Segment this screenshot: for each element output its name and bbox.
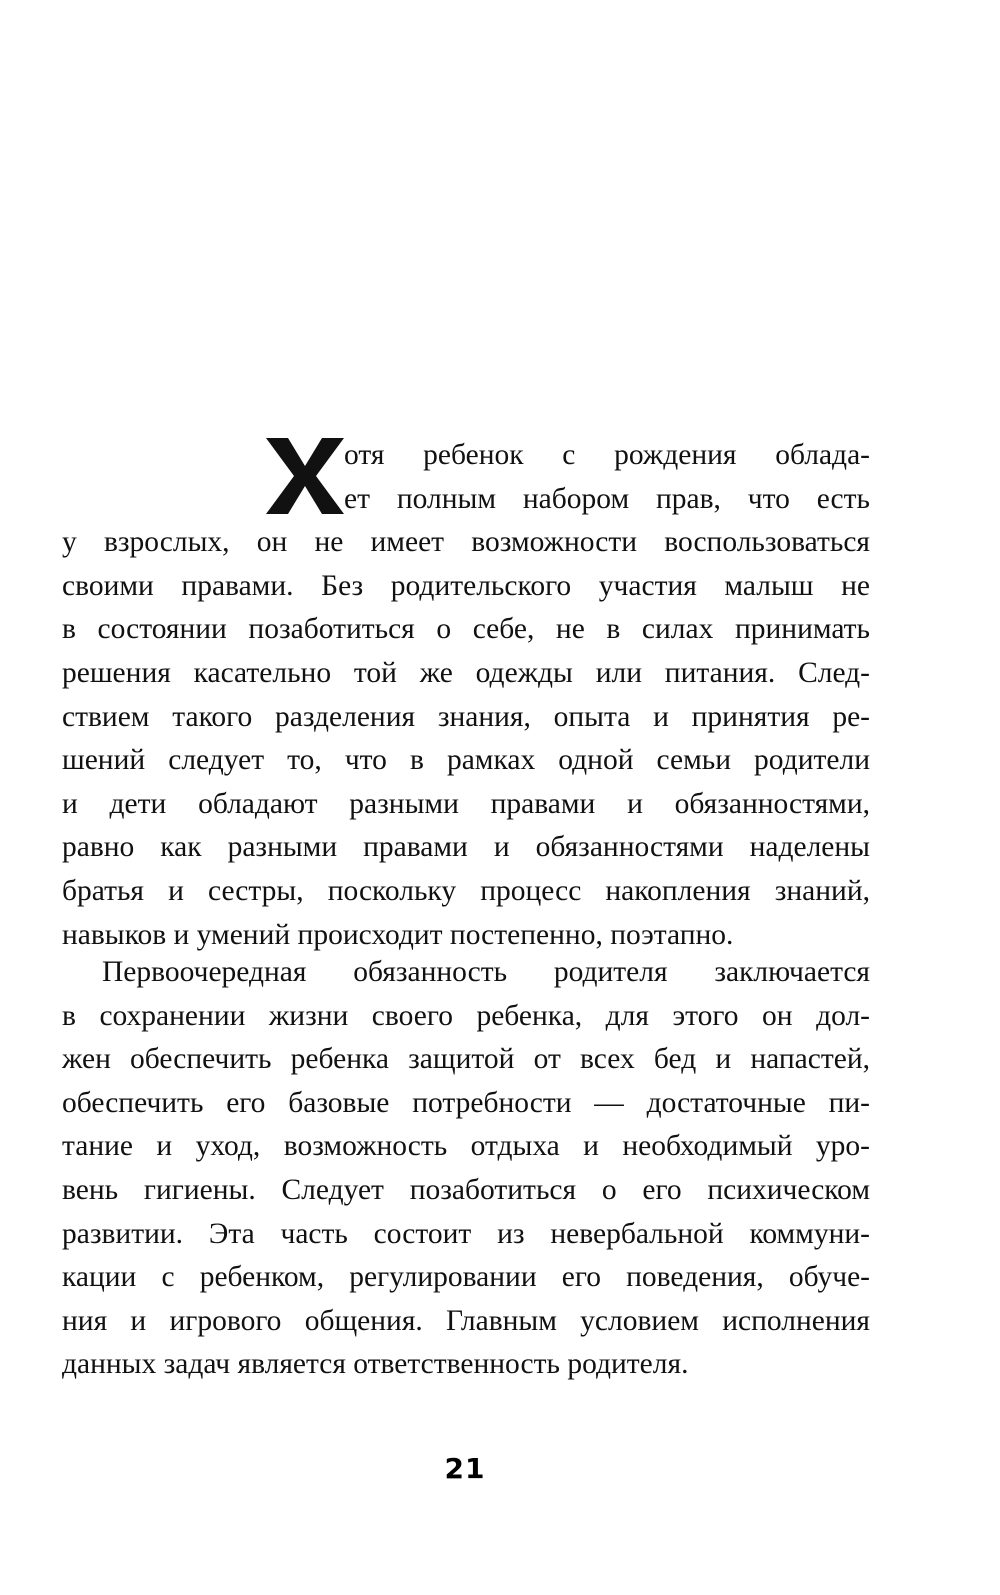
text-line: и дети обладают разными правами и обязанностями,	[62, 787, 870, 820]
text-line: у взрослых, он не имеет возможности воспользоваться	[62, 526, 870, 559]
text-line: данных задач является ответственность родителя.	[62, 1348, 689, 1381]
text-line: развитии. Эта часть состоит из невербальной коммуни-	[62, 1217, 870, 1250]
text-line: вень гигиены. Следует позаботиться о его психическом	[62, 1173, 870, 1206]
text-line: навыков и умений происходит постепенно, поэтапно.	[62, 918, 734, 951]
paragraph-2	[62, 951, 870, 1387]
text-line: своими правами. Без родительского участия малыш не	[62, 569, 870, 602]
text-line: ет полным набором прав, что есть	[344, 482, 870, 515]
text-line: обеспечить его базовые потребности — достаточные пи-	[62, 1086, 870, 1119]
text-line: жен обеспечить ребенка защитой от всех бед и напастей,	[62, 1043, 870, 1076]
text-line: ния и игрового общения. Главным условием исполнения	[62, 1304, 870, 1337]
text-line: решения касательно той же одежды или питания. След-	[62, 656, 870, 689]
text-line: ствием такого разделения знания, опыта и принятия ре-	[62, 700, 870, 733]
page-number: 21	[444, 1452, 486, 1485]
paragraph-1	[62, 434, 870, 957]
text-line: Первоочередная обязанность родителя заключается	[102, 956, 870, 988]
text-line: братья и сестры, поскольку процесс накопления знаний,	[62, 874, 870, 907]
text-line: равно как разными правами и обязанностями наделены	[62, 831, 870, 864]
text-line: в сохранении жизни своего ребенка, для этого он дол-	[62, 999, 870, 1032]
text-line: тание и уход, возможность отдыха и необходимый уро-	[62, 1130, 870, 1163]
text-line: в состоянии позаботиться о себе, не в силах принимать	[62, 613, 870, 646]
text-line: кации с ребенком, регулировании его поведения, обуче-	[62, 1261, 870, 1294]
text-line: шений следует то, что в рамках одной семьи родители	[62, 744, 870, 777]
text-line: отя ребенок с рождения облада-	[344, 439, 870, 471]
